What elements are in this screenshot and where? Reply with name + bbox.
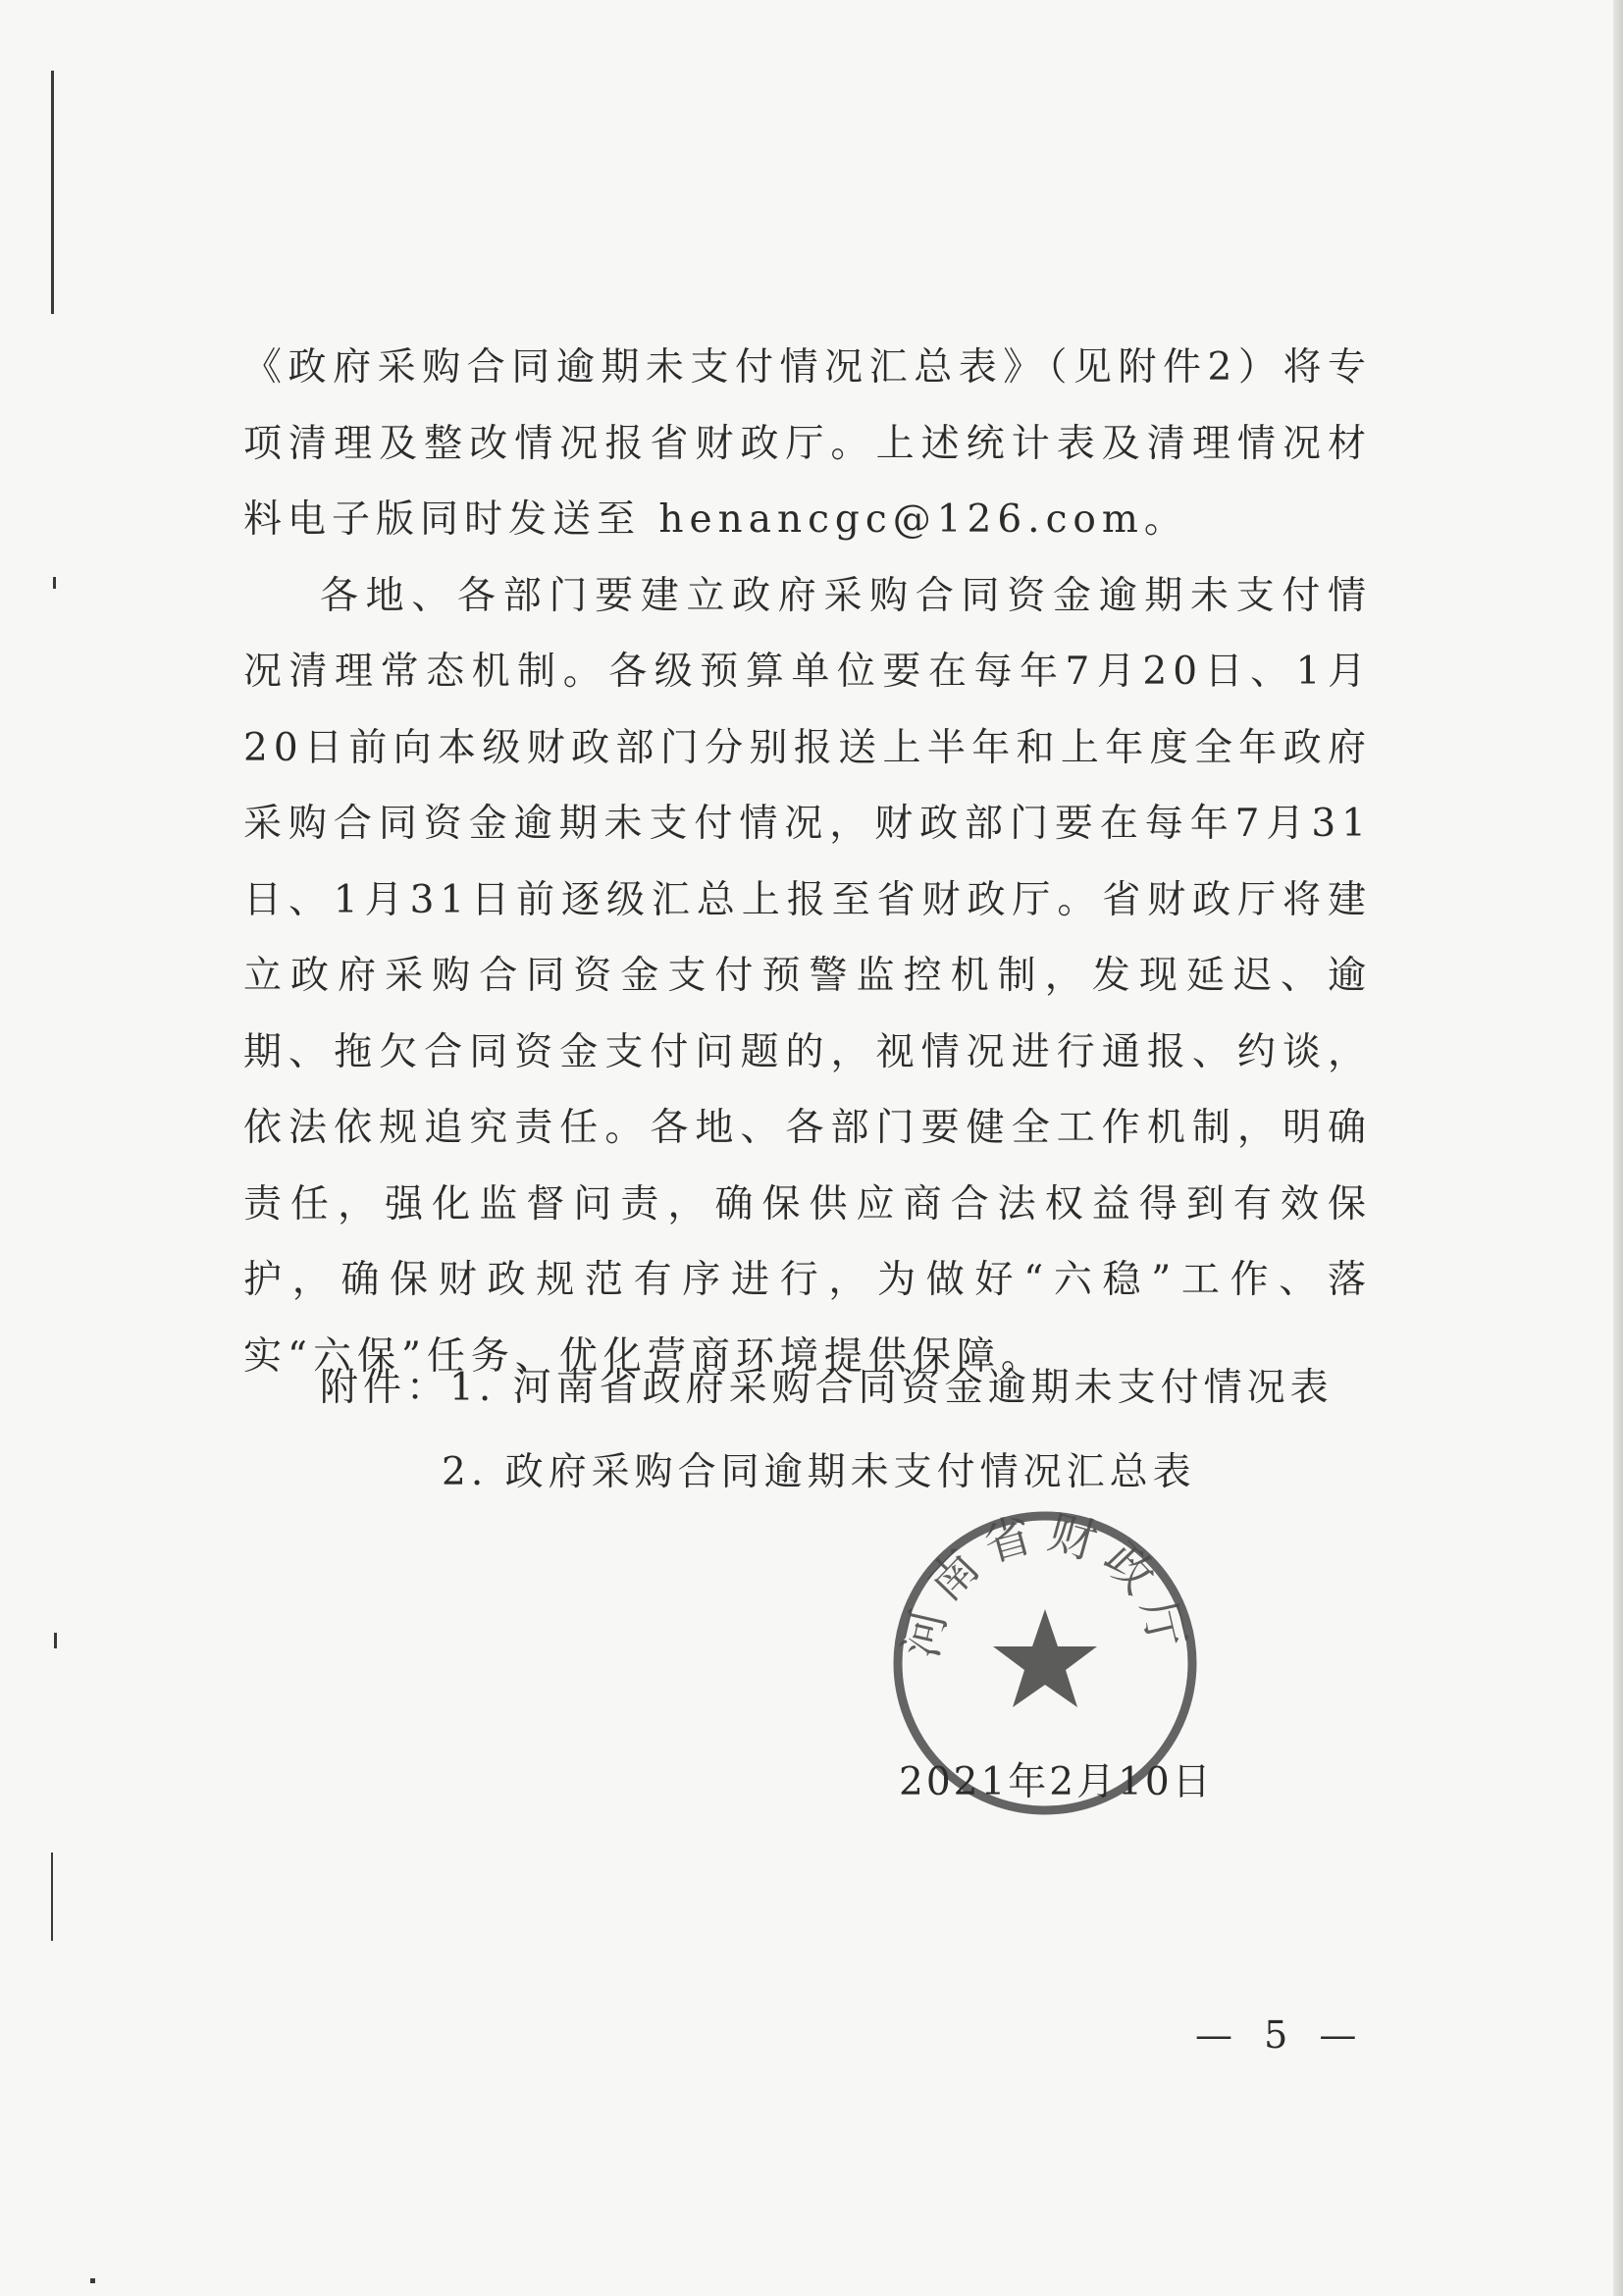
attachment-item: 1. 河南省政府采购合同资金逾期未支付情况表 — [449, 1366, 1334, 1410]
scan-edge-shadow — [1613, 0, 1623, 2296]
scan-artifact-dot — [90, 2278, 95, 2283]
attachment-row — [320, 1346, 1334, 1431]
body-text — [243, 330, 1372, 1394]
paragraph: 《政府采购合同逾期未支付情况汇总表》（见附件2）将专项清理及整改情况报省财政厅。上述统计表及清理情况材料电子版同时发送至 henancgc@126.com。 — [243, 345, 1372, 542]
attachments-label: 附件： — [320, 1366, 450, 1410]
scan-artifact-line — [51, 71, 54, 314]
seal-text: 河南省财政厅 — [893, 1509, 1197, 1663]
scan-artifact-dot — [54, 1633, 57, 1648]
attachments-list — [320, 1346, 1334, 1515]
star-icon — [993, 1609, 1097, 1707]
issue-date: 2021年2月10日 — [899, 1760, 1214, 1804]
scan-artifact-line — [51, 1852, 53, 1941]
scan-artifact-dot — [53, 577, 56, 589]
attachment-item: 2. 政府采购合同逾期未支付情况汇总表 — [442, 1450, 1196, 1494]
page-number: — 5 — — [1195, 2013, 1367, 2057]
paragraph: 各地、各部门要建立政府采购合同资金逾期未支付情况清理常态机制。各级预算单位要在每年7月20日、1月20日前向本级财政部门分别报送上半年和上年度全年政府采购合同资金逾期未支付情况，财政部门要在每年7月31日、1月31日前逐级汇总上报至省财政厅。省财政厅将建立政府采购合同资金支付预警监控机制，发现延迟、逾期、拖欠合同资金支付问题的，视情况进行通报、约谈，依法依规追究责任。各地、各部门要健全工作机制，明确责任，强化监督问责，确保供应商合法权益得到有效保护，确保财政规范有序进行，为做好“六稳”工作、落实“六保”任务、优化营商环境提供保障。 — [243, 573, 1372, 1379]
attachment-row — [320, 1431, 1334, 1515]
